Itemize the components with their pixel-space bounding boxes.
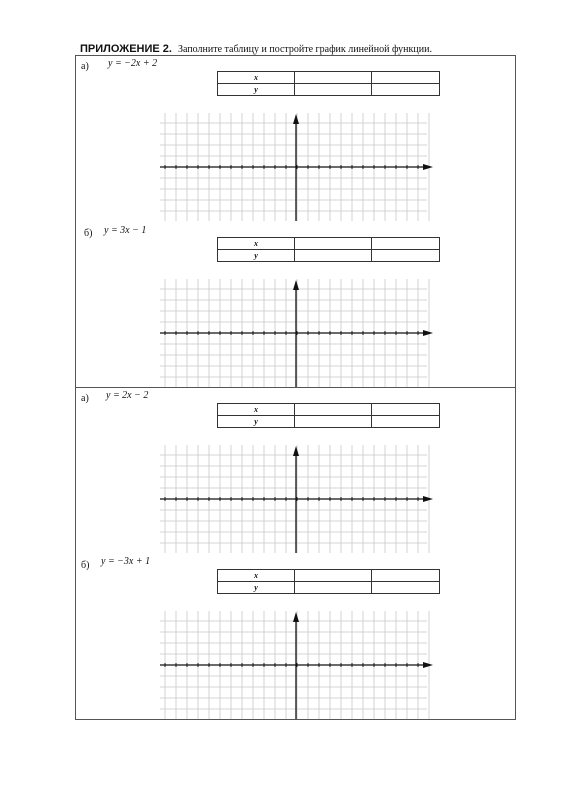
exercise-3-formula: y = 2x − 2 — [106, 390, 149, 401]
y-axis-arrow — [293, 280, 299, 290]
table-x-header: x — [218, 238, 295, 250]
table-cell[interactable] — [295, 72, 372, 84]
table-cell[interactable] — [295, 570, 372, 582]
table-cell[interactable] — [295, 250, 372, 262]
table-cell[interactable] — [372, 250, 440, 262]
table-cell[interactable] — [372, 570, 440, 582]
exercise-1-label: а) — [81, 61, 89, 72]
exercise-4-label: б) — [81, 560, 90, 571]
table-y-header: y — [218, 416, 295, 428]
coordinate-grid-4 — [160, 611, 435, 719]
value-table-4 — [217, 569, 440, 594]
table-cell[interactable] — [295, 404, 372, 416]
table-cell[interactable] — [295, 582, 372, 594]
exercise-3-label: а) — [81, 393, 89, 404]
value-table-3 — [217, 403, 440, 428]
table-cell[interactable] — [372, 72, 440, 84]
exercise-4-formula: y = −3x + 1 — [101, 556, 151, 567]
table-cell[interactable] — [372, 404, 440, 416]
coordinate-grid-3 — [160, 445, 435, 553]
table-x-header: x — [218, 72, 295, 84]
y-axis-arrow — [293, 612, 299, 622]
table-y-header: y — [218, 250, 295, 262]
page-header — [80, 43, 432, 55]
x-axis-arrow — [423, 164, 433, 170]
table-cell[interactable] — [295, 416, 372, 428]
appendix-title: ПРИЛОЖЕНИЕ 2. — [80, 43, 172, 55]
y-axis-arrow — [293, 114, 299, 124]
x-axis-arrow — [423, 330, 433, 336]
table-y-header: y — [218, 84, 295, 96]
y-axis-arrow — [293, 446, 299, 456]
table-cell[interactable] — [372, 416, 440, 428]
table-x-header: x — [218, 570, 295, 582]
exercise-2-label: б) — [84, 228, 93, 239]
table-cell[interactable] — [372, 84, 440, 96]
x-axis-arrow — [423, 496, 433, 502]
table-cell[interactable] — [372, 582, 440, 594]
coordinate-grid-1 — [160, 113, 435, 221]
instruction-text: Заполните таблицу и постройте график линейной функции. — [177, 44, 432, 55]
table-cell[interactable] — [295, 84, 372, 96]
exercise-1-formula: y = −2x + 2 — [108, 58, 158, 69]
table-x-header: x — [218, 404, 295, 416]
x-axis-arrow — [423, 662, 433, 668]
table-cell[interactable] — [295, 238, 372, 250]
exercise-2-formula: y = 3x − 1 — [104, 225, 147, 236]
coordinate-grid-2 — [160, 279, 435, 387]
table-cell[interactable] — [372, 238, 440, 250]
value-table-1 — [217, 71, 440, 96]
value-table-2 — [217, 237, 440, 262]
table-y-header: y — [218, 582, 295, 594]
